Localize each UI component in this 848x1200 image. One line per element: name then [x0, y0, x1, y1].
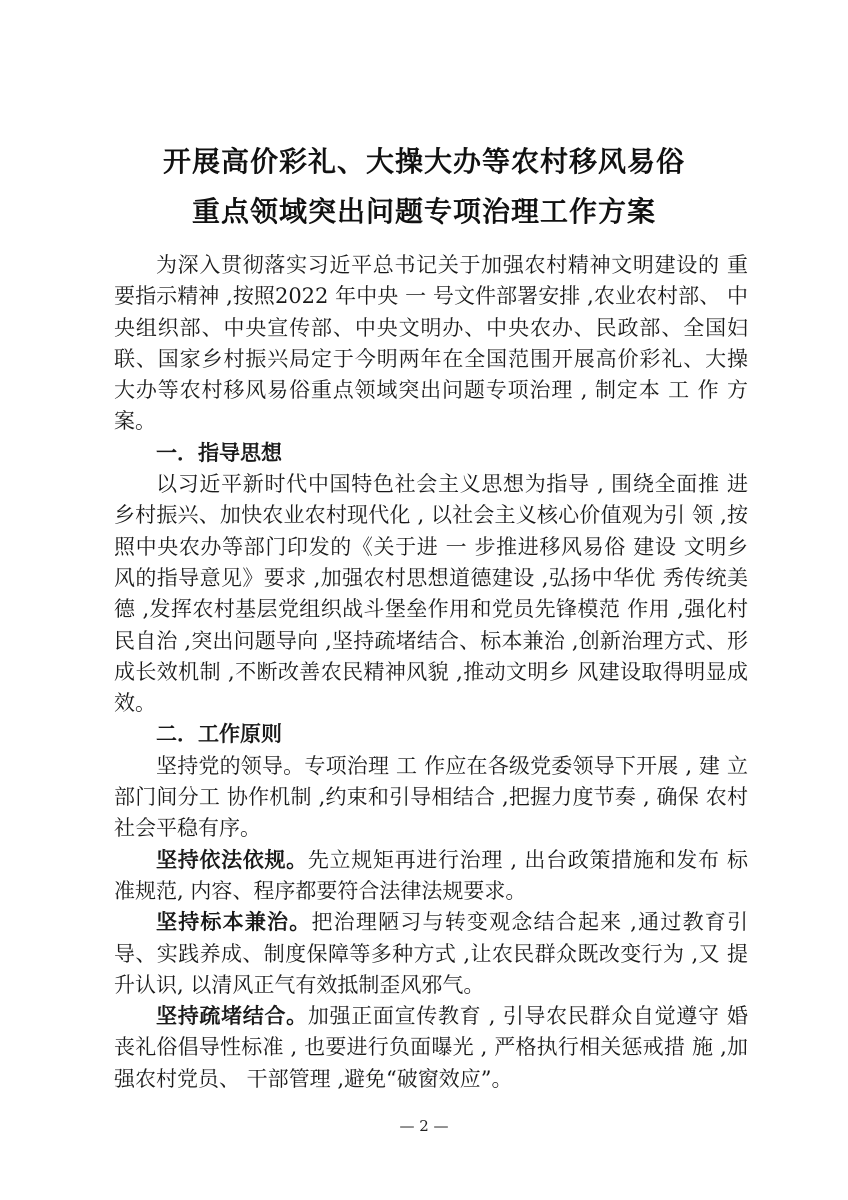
principle-rule-of-law-lead: 坚持依法依规。 — [156, 847, 308, 872]
principle-party-leadership: 坚持党的领导。专项治理 工 作应在各级党委领导下开展 , 建 立部门间分工 协作机制 ,约束和引导相结合 ,把握力度节奏 , 确保 农村社会平稳有序。 — [114, 753, 748, 841]
page-number: — 2 — — [399, 1117, 449, 1135]
principle-root-and-branch-text: 把治理陋习与转变观念结合起来 ,通过教育引导、实践养成、制度保障等多种方式 ,让农民群众既改变行为 ,又 提升认识, 以清风正气有效抵制歪风邪气。 — [114, 910, 748, 997]
document-body — [114, 250, 748, 1095]
principle-root-and-branch-lead: 坚持标本兼治。 — [156, 910, 312, 935]
guiding-ideology-paragraph: 以习近平新时代中国特色社会主义思想为指导 , 围绕全面推 进乡村振兴、加快农业农村现代化 , 以社会主义核心价值观为引 领 ,按照中央农办等部门印发的《关于进 一 步推进移风易俗 建设 文明乡风的指导意见》要求 ,加强农村思想道德建设 ,弘扬中华优 秀传统美德 ,发挥农村基层党组织战斗堡垒作用和党员先锋模范 作用 ,强化村民自治 ,突出问题导向 ,坚持疏堵结合、标本兼治 ,创新治理方式、形成长效机制 ,不断改善农民精神风貌 ,推动文明乡 风建设取得明显成效。 — [114, 472, 748, 716]
principle-guide-and-block — [114, 1001, 748, 1095]
principle-rule-of-law-text: 先立规矩再进行治理 , 出台政策措施和发布 标准规范, 内容、程序都要符合法律法规要求。 — [114, 847, 749, 903]
intro-paragraph: 为深入贯彻落实习近平总书记关于加强农村精神文明建设的 重要指示精神 ,按照2022 年中央 一 号文件部署安排 ,农业农村部、 中央组织部、中央宣传部、中央文明办、中央农办、民政部、全国妇 联、国家乡村振兴局定于今明两年在全国范围开展高价彩礼、大操 大办等农村移风易俗重点领域突出问题专项治理 , 制定本 工 作 方案。 — [114, 253, 748, 434]
principle-guide-and-block-lead: 坚持疏堵结合。 — [156, 1004, 308, 1029]
principle-guide-and-block-text: 加强正面宣传教育 , 引导农民群众自觉遵守 婚丧礼俗倡导性标准 , 也要进行负面曝光 , 严格执行相关惩戒措 施 ,加强农村党员、 干部管理 ,避免“破窗效应”。 — [114, 1004, 749, 1091]
principle-rule-of-law — [114, 845, 748, 908]
principle-root-and-branch — [114, 907, 748, 1001]
section-heading-guiding-ideology: 一．指导思想 — [156, 440, 282, 465]
section-heading-work-principles: 二．工作原则 — [156, 722, 282, 747]
document-title-line-1: 开展高价彩礼、大操大办等农村移风易俗 — [162, 145, 685, 178]
document-title-line-2: 重点领域突出问题专项治理工作方案 — [191, 195, 656, 228]
